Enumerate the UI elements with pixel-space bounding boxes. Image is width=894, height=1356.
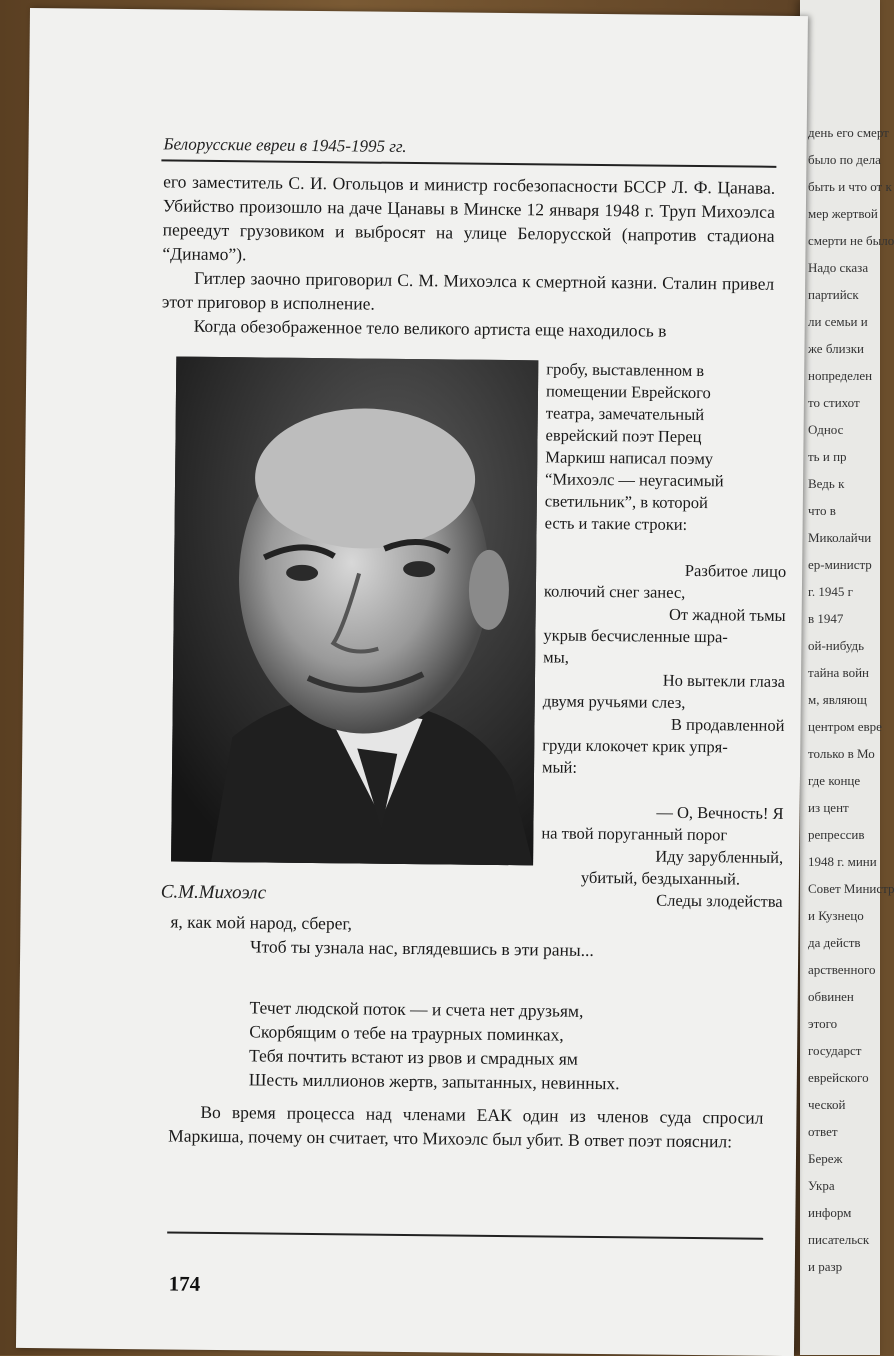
adjacent-page-fragment: из цент [808, 800, 849, 815]
adjacent-page-fragment: тайна войн [808, 665, 870, 680]
footer-rule [167, 1232, 763, 1240]
poem-line: Чтоб ты узнала нас, вглядевшись в эти раны... [250, 936, 594, 960]
adjacent-page-fragment: Надо сказа [808, 260, 869, 275]
poem-stanza-2 [249, 995, 621, 1095]
poem-stanza-1 [170, 910, 594, 962]
side-line: еврейский поэт Перец [545, 425, 702, 447]
poem-line: двумя ручьями слез, [542, 691, 686, 712]
poem-line: От жадной тьмы [668, 604, 786, 625]
adjacent-page-fragment: что в [808, 503, 836, 518]
adjacent-page-fragment: м, являющ [808, 692, 867, 707]
poem-line: В продавленной [670, 714, 785, 735]
poem-line: убитый, бездыханный. [580, 867, 741, 889]
adjacent-page-fragment: и разр [808, 1259, 843, 1274]
paragraph-4: Во время процесса над членами ЕАК один из членов суда спросил Маркиша, почему он считает, что Михоэлс был убит. В ответ поэт пояснил: [168, 1101, 764, 1152]
poem-line: Течет людской поток — и счета нет друзьям, [249, 997, 584, 1021]
side-line: светильник”, в которой [544, 491, 709, 513]
adjacent-page-fragment: и Кузнецо [808, 908, 864, 923]
adjacent-page-fragment: да действ [808, 935, 861, 950]
adjacent-page-fragment: ческой [808, 1097, 846, 1112]
portrait-image [171, 357, 538, 866]
portrait-photo [171, 357, 538, 866]
adjacent-page-fragment: ответ [808, 1124, 838, 1139]
adjacent-page-fragment: Однос [808, 422, 844, 437]
adjacent-page-fragment: Совет Министр [808, 881, 894, 896]
side-line: гробу, выставленном в [546, 359, 705, 381]
adjacent-page-fragment: репрессив [808, 827, 865, 842]
poem-line: Разбитое лицо [684, 560, 787, 581]
paragraph-3: Когда обезображенное тело великого артиста еще находилось в [193, 315, 667, 341]
adjacent-page-fragment: еврейского [808, 1070, 869, 1085]
adjacent-page-fragment: государст [808, 1043, 862, 1058]
book-page [16, 8, 808, 1356]
adjacent-page-fragment: Ведь к [808, 476, 845, 491]
side-text-block [545, 358, 789, 537]
adjacent-page-fragment: г. 1945 г [808, 584, 853, 599]
poem-line: Скорбящим о тебе на траурных поминках, [249, 1021, 564, 1045]
header-rule [161, 159, 776, 167]
adjacent-page-fragment: ли семьи и [808, 314, 868, 329]
side-line: есть и такие строки: [544, 513, 688, 534]
poem-line: мый: [541, 757, 578, 777]
adjacent-page-fragment: день его смерт [808, 125, 889, 140]
side-line: “Михоэлс — неугасимый [544, 469, 724, 491]
adjacent-page-fragment: где конце [808, 773, 861, 788]
side-line: Маркиш написал поэму [545, 447, 714, 469]
side-line: театра, замечательный [545, 403, 705, 425]
poem-line: укрыв бесчисленные шра- [543, 625, 728, 647]
paragraph-1: его заместитель С. И. Огольцов и министр госбезопасности БССР Л. Ф. Цанава. Убийство произошло на даче Цанавы в Минске 12 января 1948 г. Труп Михоэлса переедут грузовиком и выбросят на улице Белорусской (напротив стадиона “Динамо”). [162, 171, 776, 265]
adjacent-page-fragment: же близки [808, 341, 864, 356]
adjacent-page-fragment: этого [808, 1016, 838, 1031]
bottom-text-block [168, 1100, 763, 1154]
poem-line: Иду зарубленный, [655, 846, 784, 867]
adjacent-page-fragment: нопределен [808, 368, 873, 383]
adjacent-page-fragment: писательск [808, 1232, 870, 1247]
photo-caption: С.М.Михоэлс [160, 881, 267, 904]
adjacent-page-fragment: мер жертвой [808, 206, 878, 221]
adjacent-page-fragment: информ [808, 1205, 852, 1220]
poem-side-block [541, 558, 787, 913]
page-number: 174 [168, 1271, 201, 1296]
poem-line: на твой поруганный порог [541, 823, 728, 845]
adjacent-page-fragment: Береж [808, 1151, 843, 1166]
paragraph-2: Гитлер заочно приговорил С. М. Михоэлса к смертной казни. Сталин привел этот приговор в исполнение. [161, 267, 775, 314]
top-text-block [162, 169, 776, 343]
poem-line: — О, Вечность! Я [656, 802, 784, 823]
adjacent-page-fragment: 1948 г. мини [808, 854, 877, 869]
side-line: помещении Еврейского [545, 381, 711, 403]
adjacent-page-fragment: было по дела [808, 152, 881, 167]
adjacent-page [800, 0, 894, 1355]
poem-line: я, как мой народ, сберег, [170, 911, 353, 934]
poem-line: Но вытекли глаза [662, 670, 786, 691]
adjacent-page-fragment: быть и что от к [808, 179, 892, 194]
adjacent-page-fragment: ер-министр [808, 557, 872, 572]
adjacent-page-fragment: в 1947 [808, 611, 844, 626]
adjacent-page-fragment: Укра [808, 1178, 835, 1193]
poem-line: Шесть миллионов жертв, запытанных, невинных. [248, 1069, 620, 1094]
poem-line: груди клокочет крик упря- [542, 735, 728, 757]
adjacent-page-fragment: ть и пр [808, 449, 847, 464]
adjacent-page-fragment: смерти не было [808, 233, 894, 248]
adjacent-page-fragment: ой-нибудь [808, 638, 865, 653]
adjacent-page-fragment: то стихот [808, 395, 860, 410]
adjacent-page-fragment: только в Мо [808, 746, 875, 761]
poem-line: колючий снег занес, [543, 581, 686, 602]
poem-line: Тебя почтить встают из рвов и смрадных ям [248, 1045, 579, 1069]
running-head: Белорусские евреи в 1945-1995 гг. [163, 134, 407, 156]
adjacent-page-fragment: центром евре [808, 719, 882, 734]
poem-line: мы, [543, 647, 569, 667]
adjacent-page-fragment: Миколайчи [808, 530, 872, 545]
adjacent-page-fragment: партийск [808, 287, 859, 302]
adjacent-page-fragment: обвинен [808, 989, 854, 1004]
poem-line: Следы злодейства [656, 890, 783, 911]
adjacent-page-fragment: арственного [808, 962, 876, 977]
